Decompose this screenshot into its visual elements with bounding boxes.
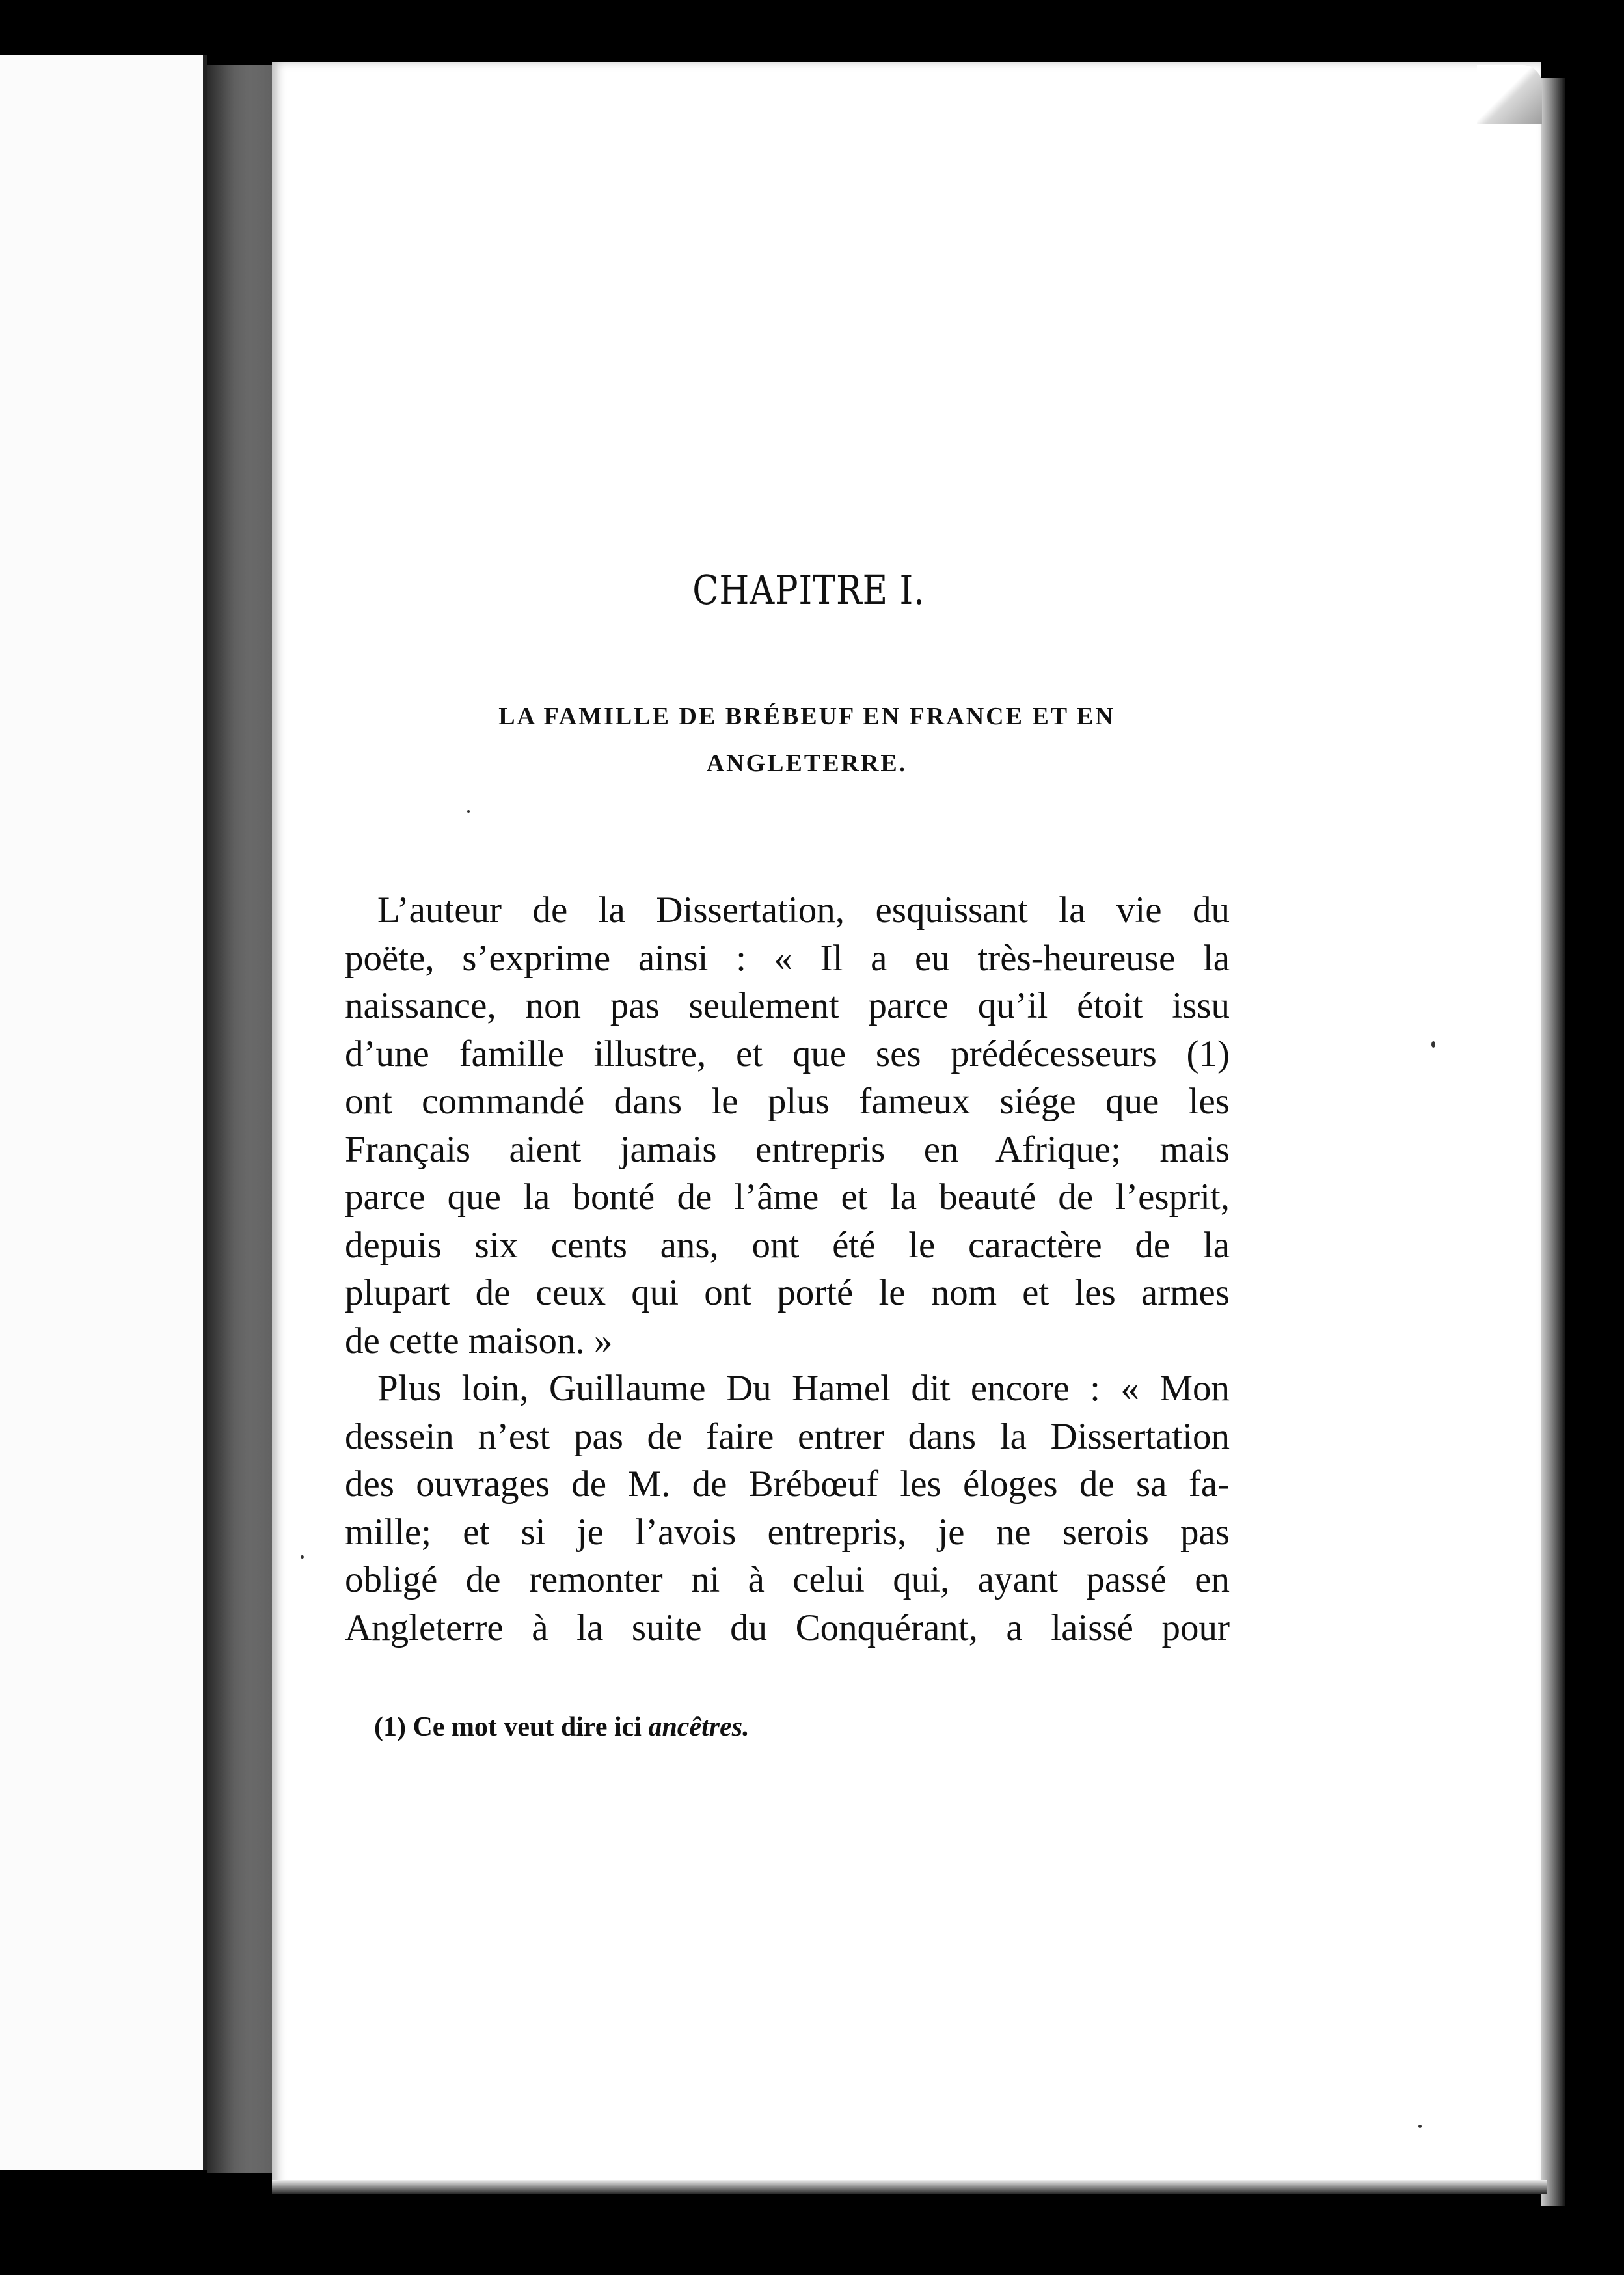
- left-facing-page: [0, 55, 207, 2170]
- text-line: de cette maison. »: [345, 1320, 613, 1361]
- text-line: naissance, non pas seulement parce qu’il étoit issu: [345, 985, 1230, 1026]
- text-line: parce que la bonté de l’âme et la beauté de l’esprit,: [345, 1177, 1230, 1218]
- text-line: poëte, s’exprime ainsi : « Il a eu très-heureuse la: [345, 937, 1230, 979]
- page-edge: [1541, 78, 1565, 2206]
- subtitle-line-1: LA FAMILLE DE BRÉBEUF EN FRANCE ET EN: [498, 703, 1115, 730]
- text-line: ont commandé dans le plus fameux siége que les: [345, 1081, 1230, 1122]
- footnote-text: (1) Ce mot veut dire ici: [374, 1712, 649, 1742]
- text-line: d’une famille illustre, et que ses prédécesseurs (1): [345, 1033, 1230, 1074]
- subtitle-line-2: ANGLETERRE.: [706, 750, 908, 777]
- corner-fold: [1477, 65, 1542, 124]
- scan-speck: [467, 810, 470, 813]
- text-line: Français aient jamais entrepris en Afrique; mais: [345, 1128, 1230, 1170]
- gutter-shadow: [234, 65, 273, 2173]
- text-line: plupart de ceux qui ont porté le nom et les armes: [345, 1272, 1230, 1313]
- scan-speck: [1431, 1041, 1435, 1048]
- text-line: L’auteur de la Dissertation, esquissant la vie du: [377, 890, 1230, 931]
- text-line: des ouvrages de M. de Brébœuf les éloges de sa fa-: [345, 1464, 1230, 1505]
- text-line: Angleterre à la suite du Conquérant, a laissé pour: [345, 1607, 1230, 1648]
- footnote-italic-word: ancêtres.: [648, 1712, 750, 1742]
- footnote: [374, 1711, 1285, 1743]
- text-line: mille; et si je l’avois entrepris, je ne serois pas: [345, 1511, 1230, 1553]
- text-line: dessein n’est pas de faire entrer dans la Dissertation: [345, 1415, 1230, 1457]
- text-line: depuis six cents ans, ont été le caractère de la: [345, 1224, 1230, 1266]
- text-line: Plus loin, Guillaume Du Hamel dit encore : « Mon: [377, 1368, 1230, 1409]
- chapter-subtitle: [384, 693, 1230, 787]
- body-text: [345, 886, 1230, 1652]
- text-line: obligé de remonter ni à celui qui, ayant passé en: [345, 1559, 1230, 1600]
- scan-speck: [1418, 2125, 1422, 2128]
- scan-speck: [301, 1555, 304, 1559]
- page-bottom-edge: [272, 2180, 1547, 2194]
- chapter-title: CHAPITRE I.: [692, 566, 925, 614]
